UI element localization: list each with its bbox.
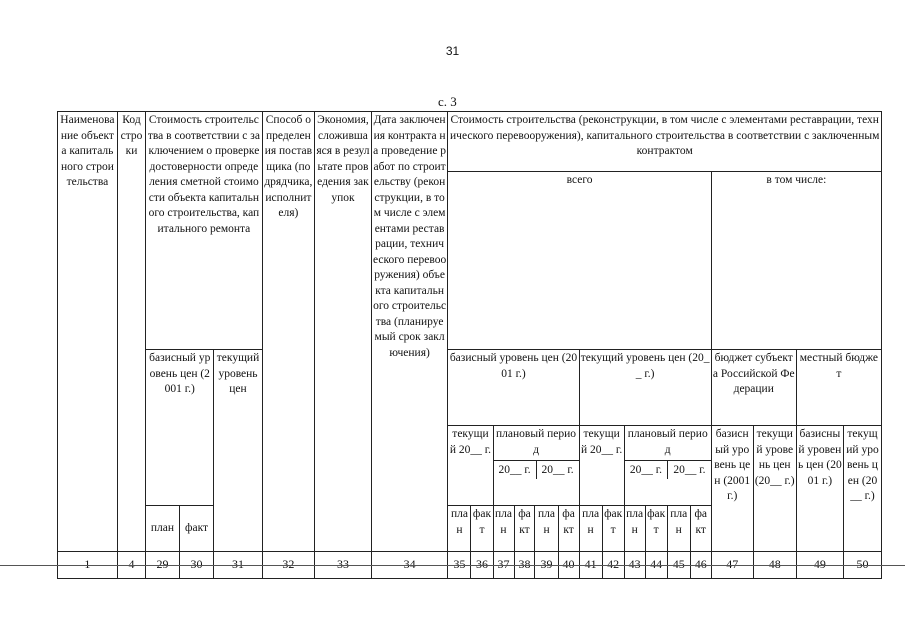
cell-fact: факт [645,506,667,552]
header-current-level: текущий уровень цен [214,350,262,552]
header-cost-verified: Стоимость строительства в соответствии с заключением о проверке достоверности определения сметной стоимости объекта капитального строительства, капитального ремонта [146,112,262,350]
cell-plan: план [579,506,602,552]
report-table [57,111,882,579]
planned-year-a: 20__ г. [625,461,669,479]
header-plan: план [146,506,180,552]
header-total: всего [448,172,711,350]
cell-fact: факт [602,506,624,552]
header-including: в том числе: [711,172,881,350]
header-regional-budget: бюджет субъекта Российской Федерации [711,350,796,426]
header-reg-current: текущий уровень цен (20__ г.) [753,426,796,552]
planned-year-a: 20__ г. [494,461,537,479]
header-contract-cost: Стоимость строительства (реконструкции, в том числе с элементами реставрации, технического перевооружения), капитального строительства в соответствии с заключенным контрактом [448,112,882,172]
header-method: Способ определения поставщика (подрядчика, исполнителя) [262,112,314,552]
cell-plan: план [493,506,514,552]
header-total-base: базисный уровень цен (2001 г.) [448,350,579,426]
sheet-label: с. 3 [438,94,457,109]
header-local-budget: местный бюджет [796,350,881,426]
planned-year-b: 20__ г. [541,464,574,476]
cell-plan: план [667,506,690,552]
header-reg-base: базисный уровень цен (2001 г.) [711,426,753,552]
cell-plan: план [535,506,558,552]
header-base-level-2001: базисный уровень цен (2001 г.) [146,350,214,506]
cell-fact: факт [514,506,535,552]
cell-fact: факт [471,506,493,552]
page-number: 31 [445,44,460,58]
cell-fact: факт [558,506,579,552]
cell-plan: план [448,506,471,552]
header-base-planned-period [493,426,579,506]
header-code: Код строки [117,112,145,552]
planned-period-label: плановый период [496,428,577,456]
header-loc-current: текущий уровень цен (20__ г.) [843,426,881,552]
header-savings: Экономия, сложившаяся в результате проведения закупок [315,112,372,552]
planned-year-b: 20__ г. [673,464,706,476]
header-name: Наименование объекта капитального строительства [58,112,118,552]
cell-fact: факт [690,506,711,552]
header-total-current: текущий уровень цен (20__ г.) [579,350,711,426]
header-contract-date: Дата заключения контракта на проведение работ по строительству (реконструкции, в том числе с элементами реставрации, технического перевооружения) объекта капитального строительства (планируемый срок заключения) [371,112,448,552]
planned-period-label: плановый период [627,428,708,456]
header-fact: факт [179,506,214,552]
header-current-current-year: текущий 20__ г. [579,426,624,506]
page-divider-line [0,565,905,566]
header-loc-base: базисный уровень цен (2001 г.) [796,426,843,552]
header-base-current-year: текущий 20__ г. [448,426,493,506]
header-current-planned-period [624,426,711,506]
cell-plan: план [624,506,645,552]
